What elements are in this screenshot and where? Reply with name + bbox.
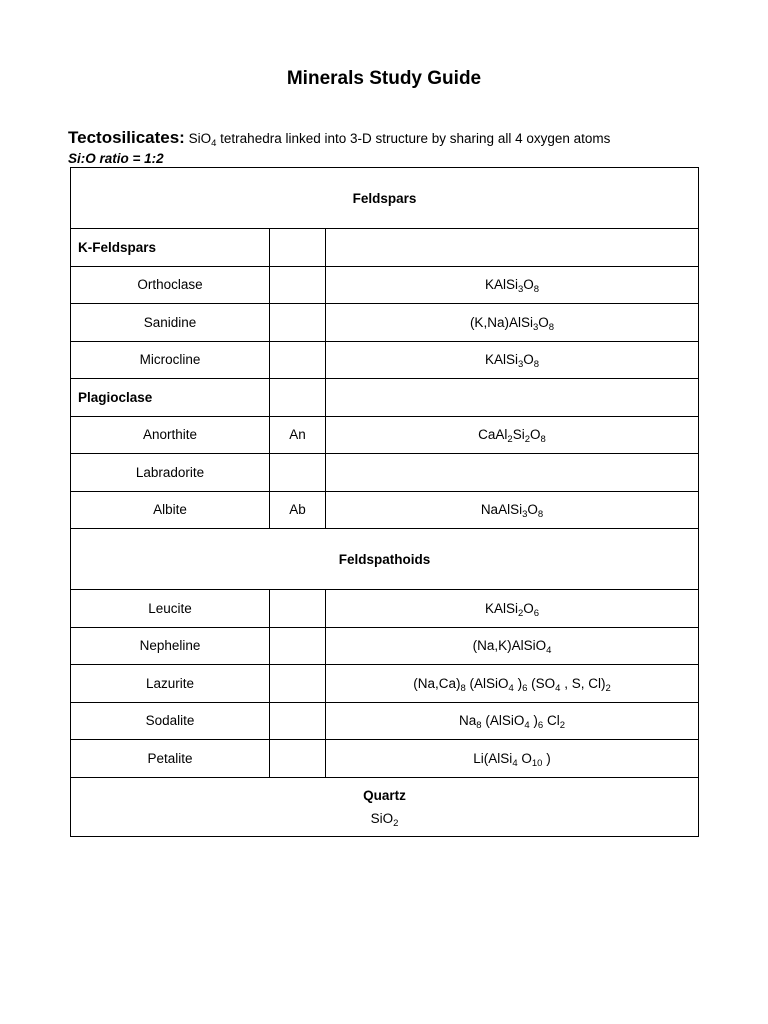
feldspars-header: Feldspars — [71, 168, 699, 229]
formula-cell: $CaAl_2Si_2O_8$ — [326, 416, 699, 454]
table-row — [71, 590, 699, 628]
table-row — [71, 777, 699, 836]
abbr-cell — [270, 740, 326, 778]
mineral-name: Sodalite — [71, 702, 270, 740]
mineral-name: Orthoclase — [71, 266, 270, 304]
page-title: Minerals Study Guide — [286, 68, 482, 89]
abbr-cell: Ab — [270, 491, 326, 529]
mineral-name: Albite — [71, 491, 270, 529]
mineral-name: Nepheline — [71, 627, 270, 665]
section-heading: Tectosilicates: — [68, 128, 185, 147]
mineral-name: Leucite — [71, 590, 270, 628]
table-row — [71, 341, 699, 379]
table-row — [71, 740, 699, 778]
abbr-cell — [270, 341, 326, 379]
formula-cell: $(K,Na)AlSi_3O_8$ — [326, 304, 699, 342]
table-row — [71, 416, 699, 454]
table-row — [71, 229, 699, 267]
formula-cell: $(Na,Ca)_8$ (AlSiO$_4$ )$_6$ ($SO_4$ , S, $Cl)_2$ — [326, 665, 699, 703]
abbr-cell — [270, 304, 326, 342]
quartz-formula: SiO$_2$ — [370, 810, 399, 829]
formula-cell: $KAlSi_3O_8$ — [326, 341, 699, 379]
formula-cell: Li(AlSi$_4$ $O_{10}$ ) — [326, 740, 699, 778]
table-row — [71, 627, 699, 665]
mineral-name: Labradorite — [71, 454, 270, 492]
abbr-cell — [270, 590, 326, 628]
formula-cell — [326, 454, 699, 492]
table-row — [71, 702, 699, 740]
mineral-name: Lazurite — [71, 665, 270, 703]
group-label-kfeldspars: K-Feldspars — [71, 229, 270, 267]
mineral-name: Microcline — [71, 341, 270, 379]
abbr-cell — [270, 627, 326, 665]
formula-cell: $KAlSi_2O_6$ — [326, 590, 699, 628]
minerals-table — [70, 167, 699, 837]
table-row — [71, 168, 699, 229]
table-row — [71, 529, 699, 590]
abbr-cell: An — [270, 416, 326, 454]
abbr-cell — [270, 379, 326, 417]
abbr-cell — [270, 665, 326, 703]
group-label-plagioclase: Plagioclase — [71, 379, 270, 417]
table-row — [71, 665, 699, 703]
formula-cell: $KAlSi_3O_8$ — [326, 266, 699, 304]
abbr-cell — [270, 266, 326, 304]
table-row — [71, 454, 699, 492]
table-row — [71, 304, 699, 342]
mineral-name: Sanidine — [71, 304, 270, 342]
quartz-cell — [71, 777, 699, 836]
mineral-name: Petalite — [71, 740, 270, 778]
ratio-note: Si:O ratio = 1:2 — [68, 151, 164, 166]
description: SiO$_4$ tetrahedra linked into 3-D structure by sharing all 4 oxygen atoms — [188, 131, 611, 149]
formula-cell — [326, 229, 699, 267]
abbr-cell — [270, 229, 326, 267]
quartz-name: Quartz — [363, 787, 406, 803]
formula-cell — [326, 379, 699, 417]
abbr-cell — [270, 702, 326, 740]
formula-cell: $NaAlSi_3O_8$ — [326, 491, 699, 529]
formula-cell: $Na_8$ (AlSiO$_4$ )$_6$ $Cl_2$ — [326, 702, 699, 740]
mineral-name: Anorthite — [71, 416, 270, 454]
table-row — [71, 266, 699, 304]
abbr-cell — [270, 454, 326, 492]
table-row — [71, 379, 699, 417]
intro-line — [68, 128, 610, 148]
formula-cell: (Na,K)AlSiO$_4$ — [326, 627, 699, 665]
table-row — [71, 491, 699, 529]
feldspathoids-header: Feldspathoids — [71, 529, 699, 590]
